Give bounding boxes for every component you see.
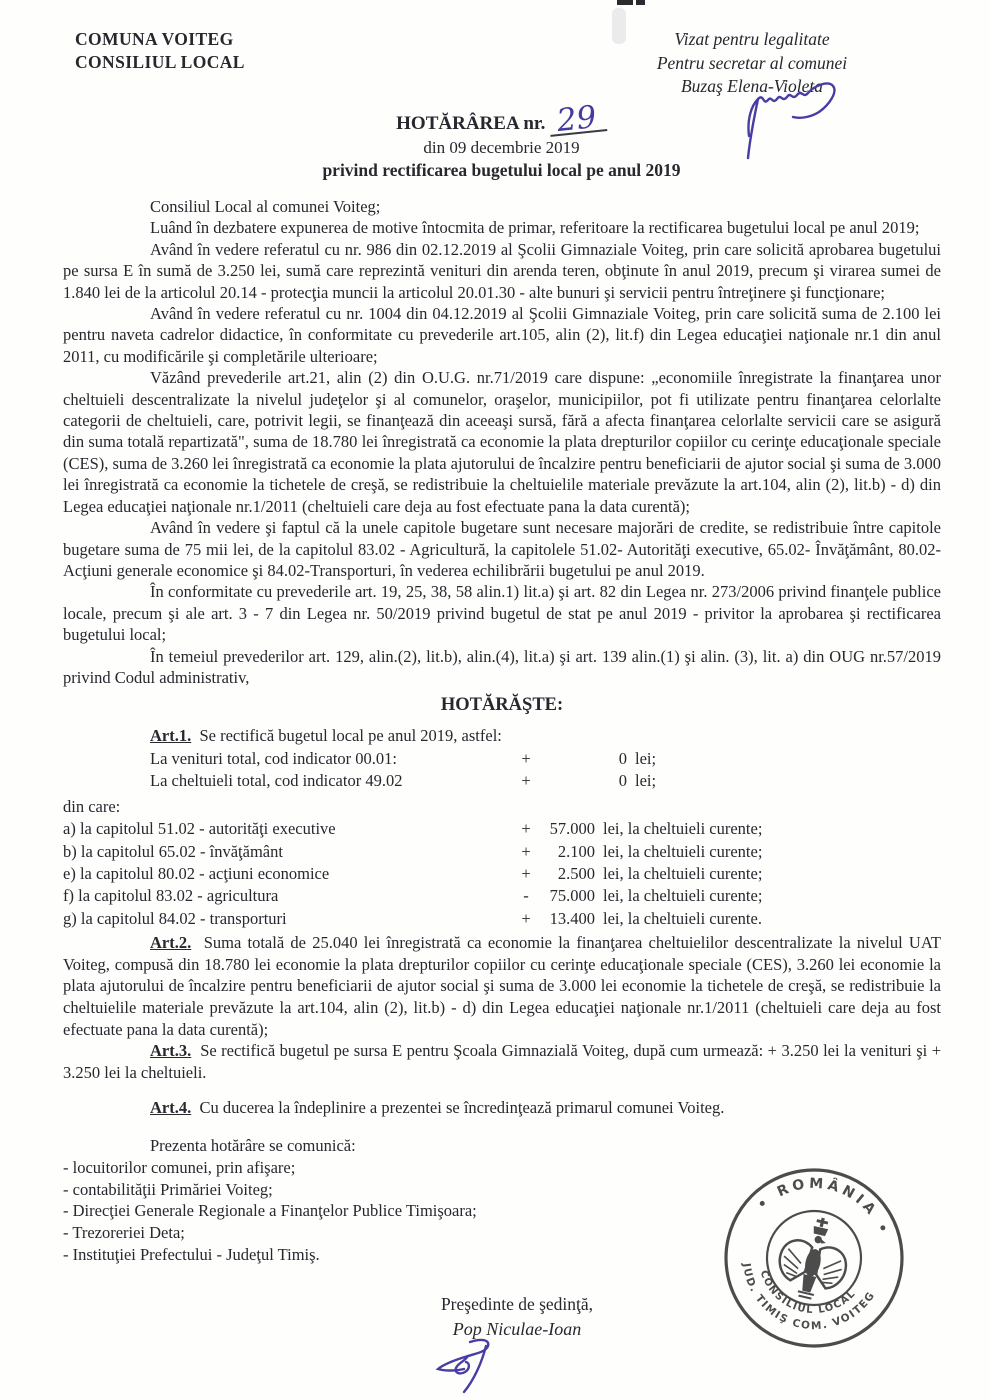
budget-chapter-row [63,841,941,863]
budget-row-amount: 0 [618,748,627,768]
decision-number-handwritten: 29 [548,103,608,137]
recital-paragraph: Consiliul Local al comunei Voiteg; [150,197,381,216]
secretary-name: Buzaş Elena-Violeta [680,76,824,96]
budget-row-suffix: lei, la cheltuieli curente. [603,908,762,928]
budget-row-suffix: lei, la cheltuieli curente; [603,863,763,883]
decision-date: din 09 decembrie 2019 [423,138,580,157]
decision-heading: HOTĂRĂŞTE: [440,695,564,716]
stamp-country-text: • ROMÂNIA • [754,1175,893,1240]
official-stamp [696,1140,931,1375]
visa-line-1: Vizat pentru legalitate [674,29,830,49]
article-4 [63,1097,941,1119]
budget-row-amount: 57.000 [549,819,595,839]
article-label: Art.2. [150,933,192,953]
recital-paragraph: Având în vedere referatul cu nr. 1004 din 04.12.2019 al Şcolii Gimnaziale Voiteg, prin care solicită suma de 2.100 lei pentru naveta cadrelor didactice, în conformitate cu prevederile art.105, alin (2), lit.f) din Legea educaţiei naţionale nr.1 din anul 2011, cu modificările şi completările ulterioare; [63,304,941,366]
budget-row-label: b) la capitolul 65.02 - învăţământ [63,841,283,861]
budget-row-suffix: lei; [635,771,657,791]
decision-subject: privind rectificarea bugetului local pe anul 2019 [322,160,681,180]
budget-total-row [63,748,941,770]
article-paragraph [63,932,941,1040]
budget-chapter-row [63,818,941,840]
budget-row-amount: 2.500 [557,863,595,883]
communication-item: - Trezoreriei Deta; [63,1223,185,1243]
article-1 [63,725,941,747]
recital-paragraph: Luând în dezbatere expunerea de motive întocmita de primar, referitoare la rectificarea bugetului local pe anul 2019; [150,218,920,238]
stamp-coat-of-arms-icon [772,1211,855,1305]
recital-paragraph: Văzând prevederile art.21, alin (2) din O.U.G. nr.71/2019 care dispune: „economiile înregistrate la finanţarea unor cheltuieli descentralizate la nivelul judeţelor şi al comunelor, oraşelor, municipiilor, pot fi utilizate pentru finanţarea celorlalte categorii de cheltuieli, care, potrivit legii, se finanţează din aceeaşi sursă, fără a afecta finanţarea celorlalte servicii care se asigură din suma totală repartizată", suma de 18.780 lei înregistrată ca economie la plata drepturilor copiilor cu cerinţe educaţionale speciale (CES), suma de 3.260 lei înregistrată ca economie la plata ajutorului de încalzire pentru beneficiarii de ajutor social şi suma de 3.000 lei înregistrată ca economie la tichetele de creşă, se redistribuie la cheltuielile materiale prevăzute la art.104, alin (2), lit.b) - d) din Legea educaţiei naţionale nr.1/2011 (cheltuieli care deja au fost efectuate pana la data curentă); [63,368,941,516]
scan-artifact-dashes [617,0,651,6]
budget-row-sign: + [521,819,531,839]
budget-row-amount: 2.100 [557,841,595,861]
communication-item: - Direcţiei Generale Regionale a Finanţelor Publice Timişoara; [63,1201,477,1221]
budget-row-label: a) la capitolul 51.02 - autorităţi executive [63,819,336,839]
recital-paragraph: Având în vedere şi faptul că la unele capitole bugetare sunt necesare majorări de credite, se redistribuie între capitole bugetare suma de 75 mii lei, de la capitolul 83.02 - Agricultură, la capitolele 51.02- Autorităţi executive, 65.02- Învăţământ, 80.02- Acţiuni generale economice şi 84.02-Transporturi, în vederea echilibrării bugetului pe anul 2019. [63,518,941,580]
communication-item: - locuitorilor comunei, prin afişare; [63,1157,296,1177]
article-1-intro: Se rectifică bugetul local pe anul 2019, astfel: [199,726,502,746]
president-signature-scribble [430,1332,520,1400]
article-paragraph [63,1040,941,1083]
communication-intro: Prezenta hotărâre se comunică: [150,1135,356,1155]
document-body [63,196,941,1266]
budget-total-row [63,770,941,792]
budget-row-amount: 0 [618,771,627,791]
budget-chapter-row [63,863,941,885]
budget-row-label: e) la capitolul 80.02 - acţiuni economice [63,863,330,883]
budget-row-sign: + [521,771,531,791]
budget-row-amount: 75.000 [549,886,595,906]
communication-item: - Instituţiei Prefectului - Judeţul Timiş. [63,1244,320,1264]
budget-row-sign: + [521,748,531,768]
recital-paragraph: În temeiul prevederilor art. 129, alin.(2), lit.b), alin.(4), lit.a) şi art. 139 alin.(1) şi alin. (3), lit. a) din OUG nr.57/2019 privind Codul administrativ, [63,646,941,687]
budget-row-sign: + [521,908,531,928]
budget-chapter-row [63,885,941,907]
budget-row-suffix: lei, la cheltuieli curente; [603,841,763,861]
visa-line-2: Pentru secretar al comunei [656,52,848,73]
title-block [63,99,940,181]
budget-dincare-label: din care: [63,796,121,816]
budget-row-suffix: lei, la cheltuieli curente; [603,819,763,839]
recital-paragraph: Având în vedere referatul cu nr. 986 din 02.12.2019 al Şcolii Gimnaziale Voiteg, prin care solicită aprobarea bugetului pe sursa E în sumă de 3.250 lei, sumă care reprezintă venituri din arenda teren, obţinute în anul 2019, precum şi virarea sumei de 1.840 lei de la articolul 20.14 - protecţia muncii la articolul 20.01.30 - alte bunuri şi servicii pentru întreţinere şi funcţionare; [63,239,941,302]
commune-name: COMUNA VOITEG [75,29,234,49]
budget-row-suffix: lei, la cheltuieli curente; [603,886,763,906]
article-text: Suma totală de 25.040 lei înregistrată ca economie la finanţarea cheltuielilor descentralizate la nivelul UAT Voiteg, compusă din 18.780 lei economie la plata drepturilor copiilor cu cerinţe educaţionale speciale (CES), 3.260 lei economie la plata ajutorului de încalzire pentru beneficiarii de ajutor social şi suma de 3.000 lei economie la tichetele de creşă, se redistribuie la cheltuielile materiale prevăzute la art.104, alin (2), lit.b) - d) din Legea educaţiei naţionale nr.1/2011 (cheltuieli care deja au fost efectuate pana la data curentă); [63,933,942,1039]
council-name: CONSILIUL LOCAL [75,52,245,72]
article-4-text: Cu ducerea la îndeplinire a prezentei se încredinţează primarul comunei Voiteg. [199,1098,725,1118]
issuing-authority [75,28,245,74]
budget-row-amount: 13.400 [549,908,595,928]
recital-paragraph: În conformitate cu prevederile art. 19, 25, 38, 58 alin.1) lit.a) şi art. 82 din Legea nr. 273/2006 privind finanţele publice locale, precum şi ale art. 3 - 7 din Legea nr. 50/2019 privind bugetul de stat pe anul 2019 - privitor la aprobarea şi rectificarea bugetului local; [63,582,941,645]
stamp-council-text: CONSILIUL LOCAL [757,1268,859,1317]
budget-row-sign: + [521,863,531,883]
article-4-label: Art.4. [150,1098,192,1118]
budget-row-sign: + [521,841,531,861]
president-role: Preşedinte de şedinţă, [440,1294,594,1314]
president-name: Pop Niculae-Ioan [452,1319,582,1339]
communication-item: - contabilităţii Primăriei Voiteg; [63,1179,273,1199]
stamp-county-text: JUD. TIMIŞ COM. VOITEG [740,1262,878,1333]
decision-title-line [63,99,940,140]
budget-row-label: g) la capitolul 84.02 - transporturi [63,908,287,928]
article-text: Se rectifică bugetul pe sursa E pentru Şcoala Gimnazială Voiteg, după cum urmează: + 3.250 lei la venituri şi + 3.250 lei la cheltuieli. [63,1041,941,1082]
budget-row-label: La venituri total, cod indicator 00.01: [150,748,397,768]
decision-title: HOTĂRÂREA nr. [396,113,546,134]
budget-row-sign: - [523,886,529,906]
budget-row-label: f) la capitolul 83.02 - agricultura [63,886,279,906]
budget-table [63,748,941,930]
article-label: Art.3. [150,1041,192,1061]
budget-row-label: La cheltuieli total, cod indicator 49.02 [150,771,403,791]
budget-chapter-row [63,908,941,930]
article-1-label: Art.1. [150,726,192,746]
budget-row-suffix: lei; [635,748,657,768]
